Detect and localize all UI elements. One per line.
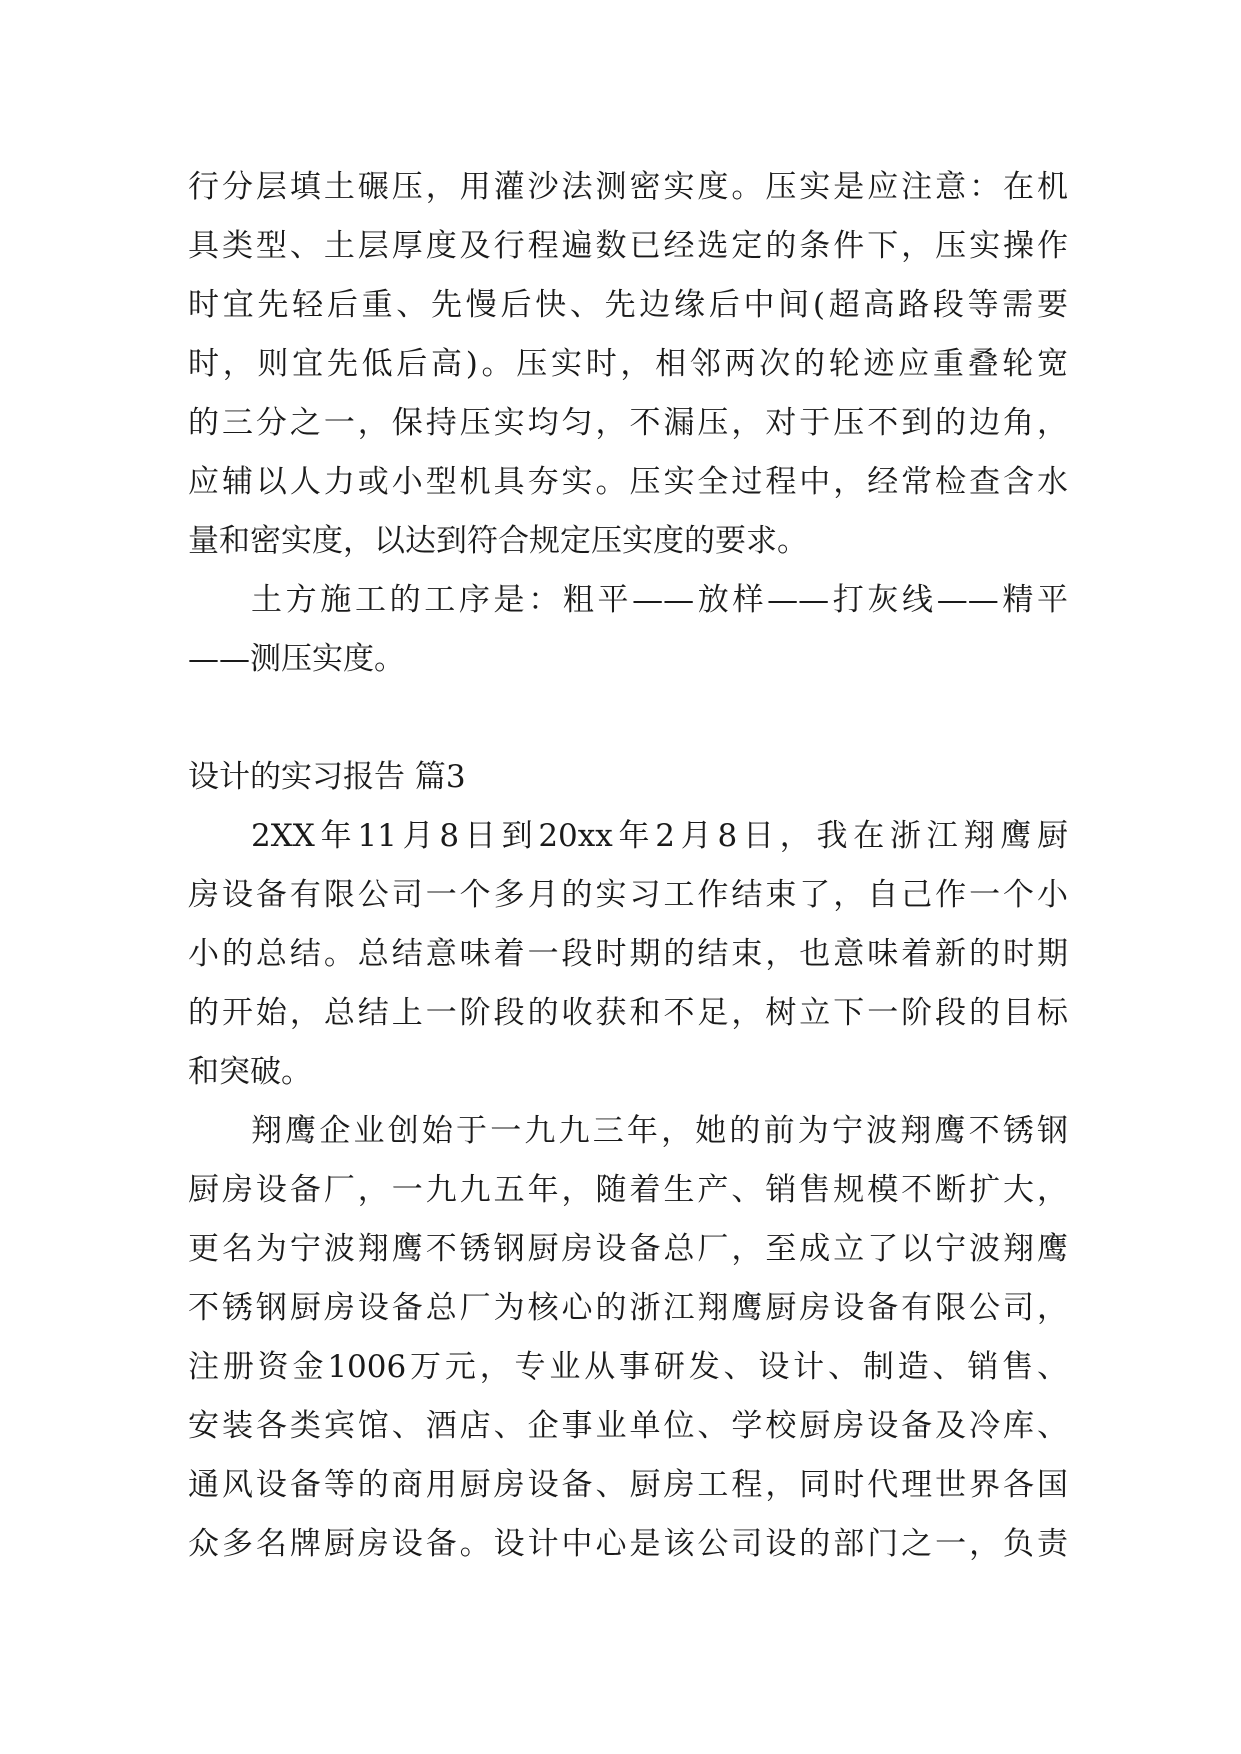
text-line: 和突破。 <box>188 1054 312 1090</box>
text-line: 2XX年11月8日到20xx年2月8日，我在浙江翔鹰厨 <box>251 818 1068 854</box>
text-line: 应辅以人力或小型机具夯实。压实全过程中，经常检查含水 <box>188 464 1068 500</box>
text-line: 土方施工的工序是：粗平——放样——打灰线——精平 <box>251 582 1068 618</box>
paragraph-compaction <box>188 158 1068 571</box>
text-line: 小的总结。总结意味着一段时期的结束，也意味着新的时期 <box>188 936 1068 972</box>
text-line: 时宜先轻后重、先慢后快、先边缘后中间(超高路段等需要 <box>188 287 1068 323</box>
text-line: 众多名牌厨房设备。设计中心是该公司设的部门之一，负责 <box>188 1526 1068 1562</box>
text-line: 更名为宁波翔鹰不锈钢厨房设备总厂，至成立了以宁波翔鹰 <box>188 1231 1068 1267</box>
text-line: 厨房设备厂，一九九五年，随着生产、销售规模不断扩大， <box>188 1172 1068 1208</box>
paragraph-earthwork-process <box>188 571 1068 689</box>
document-body <box>188 158 1068 1574</box>
text-line: 安装各类宾馆、酒店、企事业单位、学校厨房设备及冷库、 <box>188 1408 1068 1444</box>
text-line: 房设备有限公司一个多月的实习工作结束了，自己作一个小 <box>188 877 1068 913</box>
text-line: 的三分之一，保持压实均匀，不漏压，对于压不到的边角， <box>188 405 1068 441</box>
text-line: 量和密实度，以达到符合规定压实度的要求。 <box>188 523 808 559</box>
paragraph-internship-intro <box>188 807 1068 1102</box>
section-heading: 设计的实习报告 篇3 <box>188 759 466 795</box>
text-line: 的开始，总结上一阶段的收获和不足，树立下一阶段的目标 <box>188 995 1068 1031</box>
text-line: 通风设备等的商用厨房设备、厨房工程，同时代理世界各国 <box>188 1467 1068 1503</box>
text-line: 行分层填土碾压，用灌沙法测密实度。压实是应注意：在机 <box>188 169 1068 205</box>
text-line: ——测压实度。 <box>188 641 405 677</box>
text-line: 注册资金1006万元，专业从事研发、设计、制造、销售、 <box>188 1349 1068 1385</box>
text-line: 时，则宜先低后高)。压实时，相邻两次的轮迹应重叠轮宽 <box>188 346 1068 382</box>
paragraph-company-intro <box>188 1102 1068 1574</box>
text-line: 翔鹰企业创始于一九九三年，她的前为宁波翔鹰不锈钢 <box>251 1113 1068 1149</box>
text-line: 具类型、土层厚度及行程遍数已经选定的条件下，压实操作 <box>188 228 1068 264</box>
text-line: 不锈钢厨房设备总厂为核心的浙江翔鹰厨房设备有限公司， <box>188 1290 1068 1326</box>
